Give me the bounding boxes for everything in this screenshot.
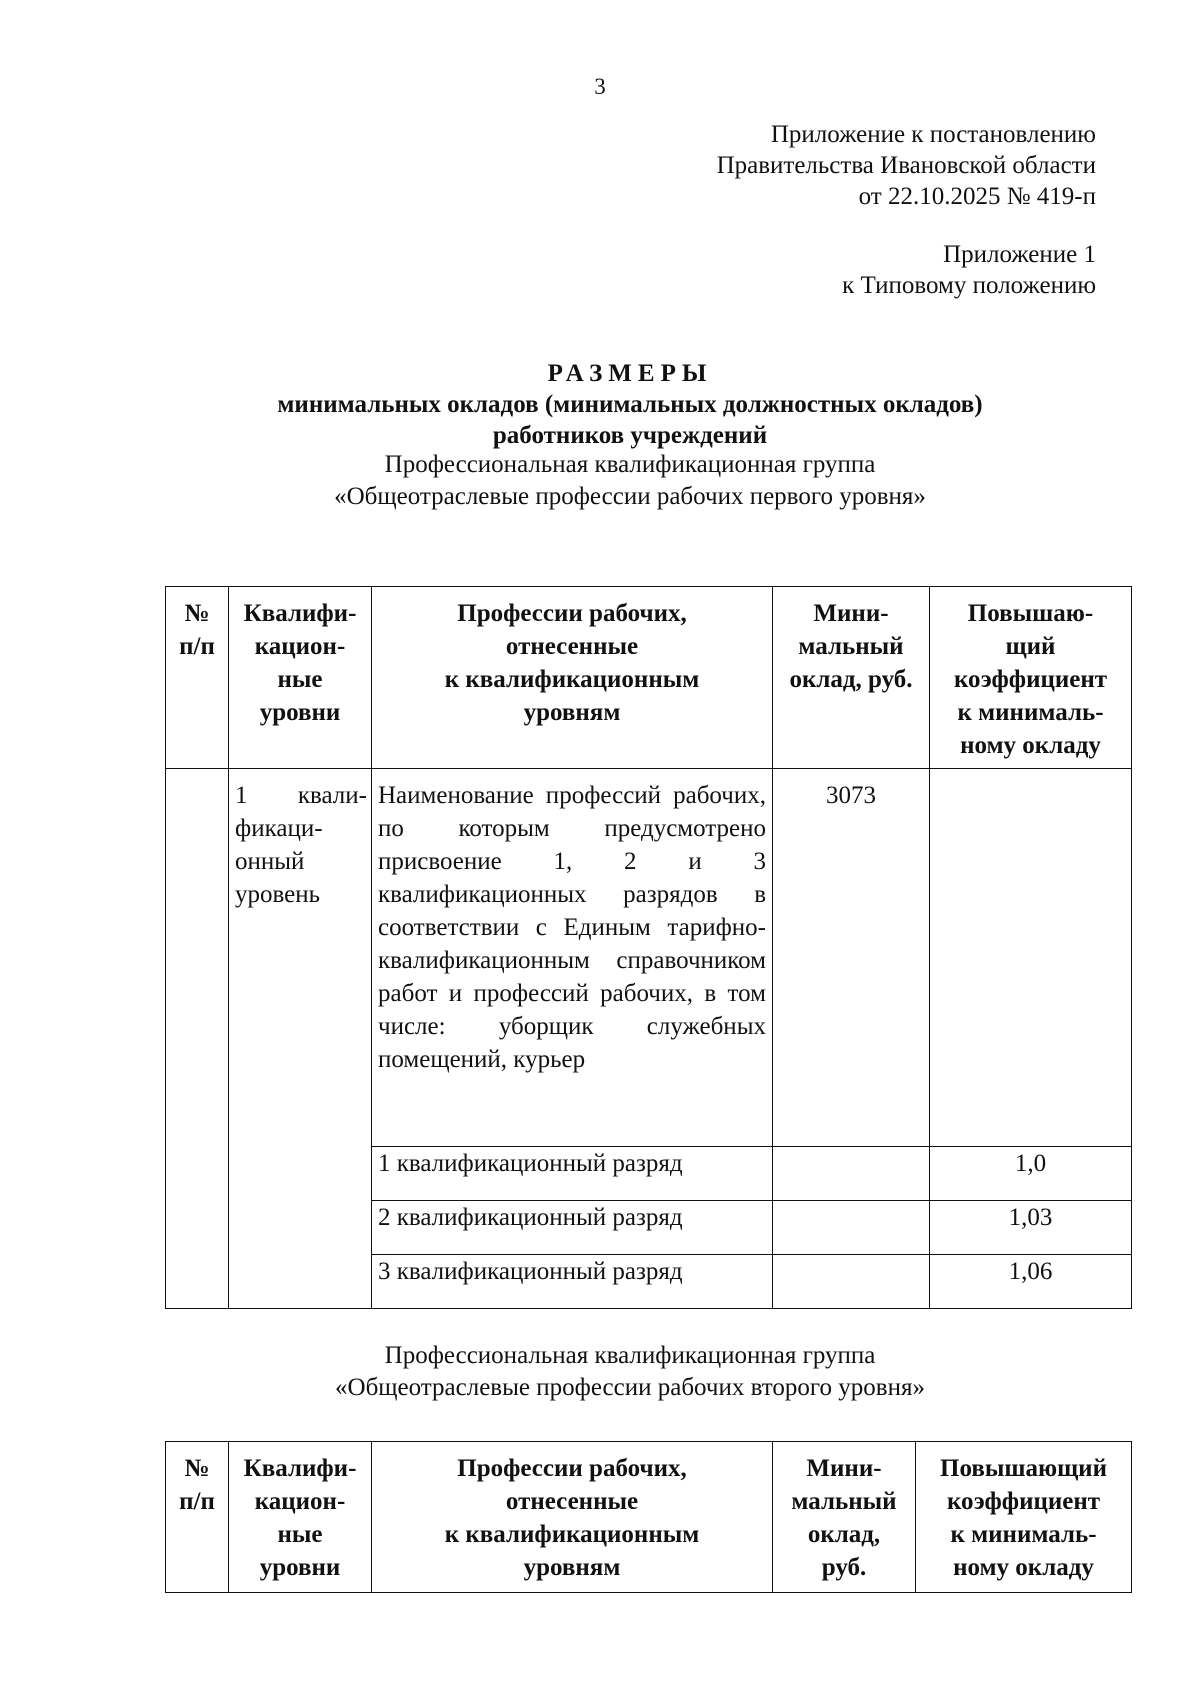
header-level: Квалифи- кацион- ные уровни [229,1442,372,1593]
header-professions: Профессии рабочих, отнесенные к квалификационным уровням [372,1442,773,1593]
page-number: 3 [594,74,606,99]
group1-heading-line2: «Общеотраслевые профессии рабочих первого уровня» [334,483,926,510]
header-num: № п/п [166,587,229,769]
group1-heading-line1: Профессиональная квалификационная группа [384,451,876,478]
group1-level-row [166,769,1132,1147]
rank-label: 3 квалификационный разряд [372,1255,773,1309]
group1-heading [0,449,1200,513]
group2-heading [0,1340,1200,1404]
coefficient-empty-cell [930,769,1132,1147]
header-salary: Мини- мальный оклад, руб. [773,587,930,769]
rank-salary-cell [773,1147,930,1201]
group2-table [165,1441,1132,1593]
rank-coefficient: 1,03 [930,1201,1132,1255]
header-coefficient: Повышаю- щий коэффициент к минималь- ному окладу [930,587,1132,769]
title-line2: минимальных окладов (минимальных должностных окладов) [277,391,983,418]
appendix-1-block [842,239,1096,301]
group2-header-row [166,1442,1132,1593]
rank-coefficient: 1,0 [930,1147,1132,1201]
appendix-main-line3: от 22.10.2025 № 419-п [858,183,1096,210]
row-number-cell [166,769,229,1309]
header-level: Квалифи- кацион- ные уровни [229,587,372,769]
appendix-main-block [717,119,1096,212]
minimum-salary-cell: 3073 [773,769,930,1147]
header-num: № п/п [166,1442,229,1593]
rank-salary-cell [773,1255,930,1309]
rank-label: 1 квалификационный разряд [372,1147,773,1201]
header-salary: Мини- мальный оклад, руб. [773,1442,916,1593]
appendix-main-line1: Приложение к постановлению [770,121,1096,148]
rank-coefficient: 1,06 [930,1255,1132,1309]
professions-description-cell: Наименование профессий рабочих, по которым предусмотрено присвоение 1, 2 и 3 квалификационных разрядов в соответствии с Единым тарифно-квалификационным справочником работ и профессий рабочих, в том числе: уборщик служебных помещений, курьер [372,769,773,1147]
appendix-1-line1: Приложение 1 [943,241,1096,268]
rank-salary-cell [773,1201,930,1255]
appendix-1-line2: к Типовому положению [842,272,1096,299]
document-title [0,358,1200,451]
title-main: РАЗМЕРЫ [547,360,713,387]
group1-header-row [166,587,1132,769]
group2-heading-line1: Профессиональная квалификационная группа [384,1342,876,1369]
appendix-main-line2: Правительства Ивановской области [716,152,1096,179]
rank-label: 2 квалификационный разряд [372,1201,773,1255]
qualification-level-cell: 1 квали-фикаци-онный уровень [229,769,372,1309]
header-professions: Профессии рабочих, отнесенные к квалификационным уровням [372,587,773,769]
header-coefficient: Повышающий коэффициент к минималь- ному окладу [916,1442,1132,1593]
group2-heading-line2: «Общеотраслевые профессии рабочих второго уровня» [335,1374,925,1401]
group1-table [165,586,1132,1309]
title-line3: работников учреждений [492,422,768,449]
